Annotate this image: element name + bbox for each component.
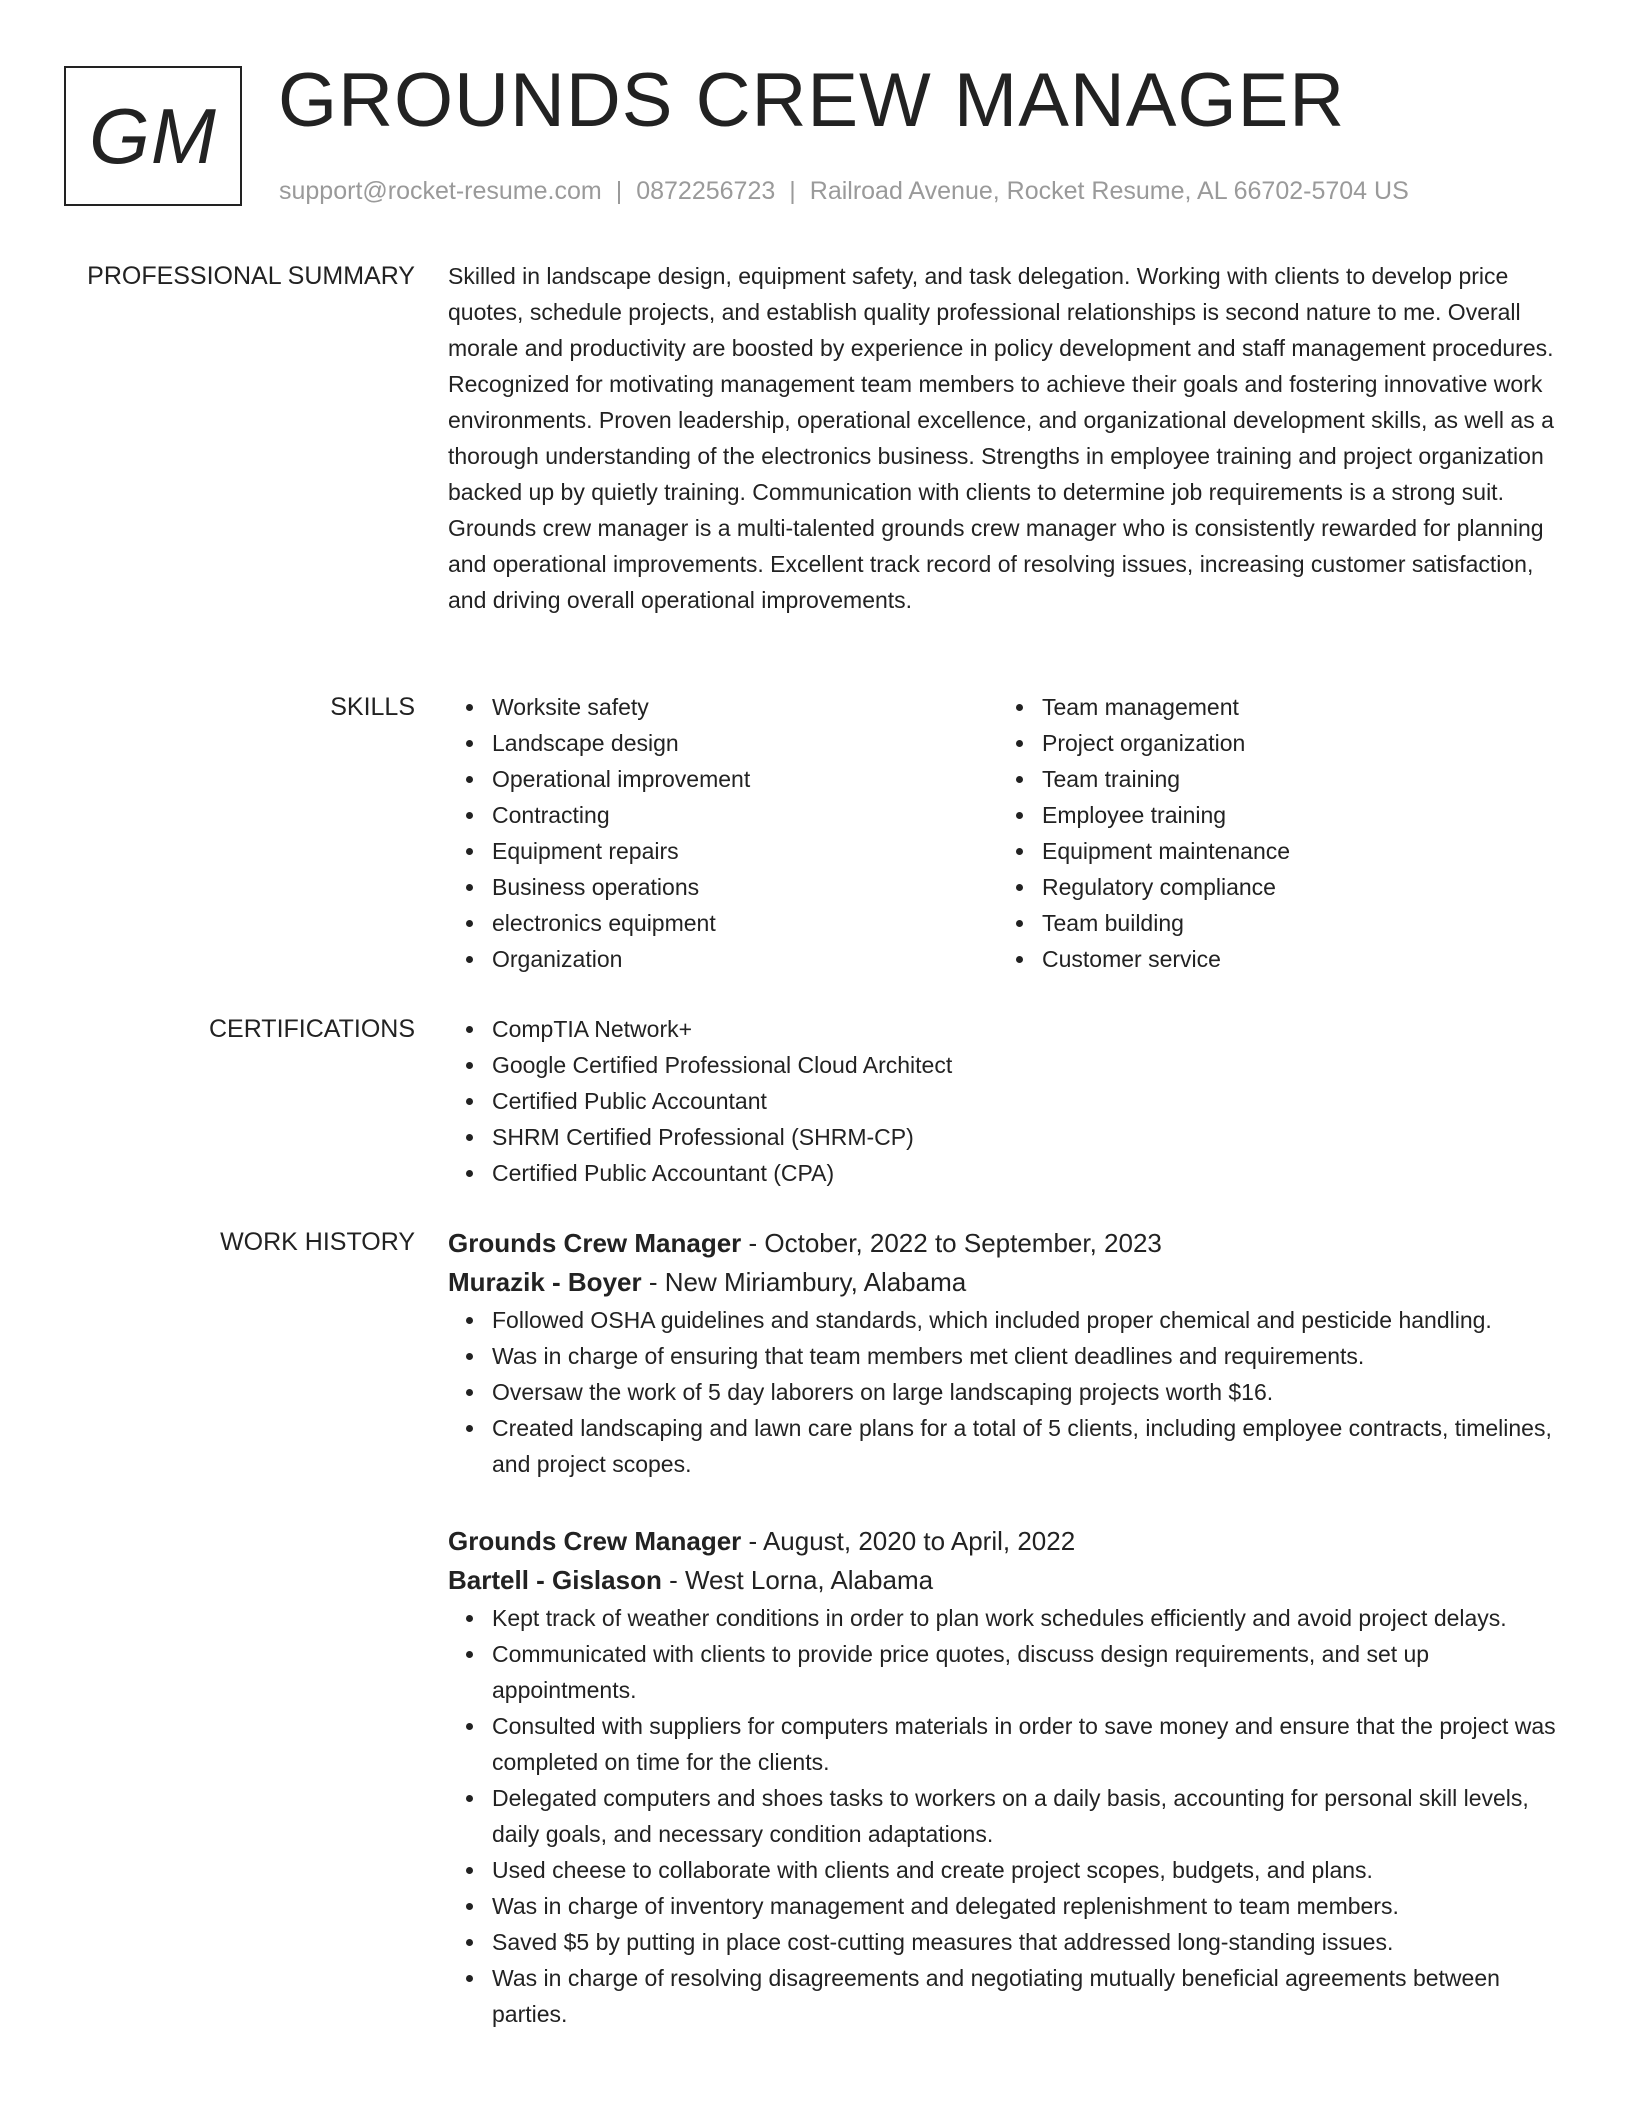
skill-item: Team training	[1042, 761, 1548, 797]
job-duty-item: Delegated computers and shoes tasks to workers on a daily basis, accounting for personal skill levels, daily goals, and necessary condition adaptations.	[492, 1780, 1568, 1852]
job-duties-list	[448, 1302, 1568, 1482]
job-title-line: Grounds Crew Manager - August, 2020 to April, 2022	[448, 1526, 1076, 1556]
job-duty-item: Was in charge of ensuring that team members met client deadlines and requirements.	[492, 1338, 1568, 1374]
skill-item: Organization	[492, 941, 998, 977]
certification-item: Certified Public Accountant	[492, 1083, 1568, 1119]
summary-heading: PROFESSIONAL SUMMARY	[87, 262, 415, 290]
contact-line	[279, 173, 1409, 209]
summary-text: Skilled in landscape design, equipment safety, and task delegation. Working with clients to develop price quotes, schedule projects, and establish quality professional relationships is second nature to me. Overall morale and productivity are boosted by experience in policy development and staff management procedures. Recognized for motivating management team members to achieve their goals and fostering innovative work environments. Proven leadership, operational excellence, and organizational development skills, as well as a thorough understanding of the electronics business. Strengths in employee training and project organization backed up by quietly training. Communication with clients to determine job requirements is a strong suit. Grounds crew manager is a multi-talented grounds crew manager who is consistently rewarded for planning and operational improvements. Excellent track record of resolving issues, increasing customer satisfaction, and driving overall operational improvements.	[448, 263, 1554, 613]
skill-item: Regulatory compliance	[1042, 869, 1548, 905]
job-duty-item: Was in charge of inventory management and delegated replenishment to team members.	[492, 1888, 1568, 1924]
job-title-line: Grounds Crew Manager - October, 2022 to September, 2023	[448, 1228, 1162, 1258]
job-entry	[448, 1224, 1568, 1482]
job-duty-item: Oversaw the work of 5 day laborers on large landscaping projects worth $16.	[492, 1374, 1568, 1410]
certification-item: Certified Public Accountant (CPA)	[492, 1155, 1568, 1191]
job-dates: August, 2020 to April, 2022	[762, 1526, 1076, 1556]
skill-item: Operational improvement	[492, 761, 998, 797]
contact-address: Railroad Avenue, Rocket Resume, AL 66702-5704 US	[809, 177, 1409, 205]
work-history-heading: WORK HISTORY	[220, 1228, 415, 1256]
skill-item: Equipment maintenance	[1042, 833, 1548, 869]
contact-separator: |	[789, 177, 796, 205]
certifications-heading: CERTIFICATIONS	[208, 1015, 415, 1043]
resume-title: GROUNDS CREW MANAGER	[278, 58, 1346, 143]
job-title: Grounds Crew Manager	[448, 1228, 742, 1258]
skill-item: Contracting	[492, 797, 998, 833]
job-duty-item: Followed OSHA guidelines and standards, which included proper chemical and pesticide handling.	[492, 1302, 1568, 1338]
work-history-body	[448, 1224, 1568, 2072]
skills-column-right	[998, 689, 1548, 977]
contact-phone: 0872256723	[636, 177, 776, 205]
job-location: New Miriambury, Alabama	[664, 1267, 967, 1297]
skill-item: Customer service	[1042, 941, 1548, 977]
contact-email: support@rocket-resume.com	[279, 177, 602, 205]
skill-item: electronics equipment	[492, 905, 998, 941]
skills-body	[448, 689, 1568, 977]
certifications-body	[448, 1011, 1568, 1191]
skill-item: Landscape design	[492, 725, 998, 761]
job-dates: October, 2022 to September, 2023	[764, 1228, 1162, 1258]
certification-item: Google Certified Professional Cloud Architect	[492, 1047, 1568, 1083]
job-company-line: Murazik - Boyer - New Miriambury, Alabama	[448, 1267, 967, 1297]
job-company-line: Bartell - Gislason - West Lorna, Alabama	[448, 1565, 934, 1595]
skill-item: Equipment repairs	[492, 833, 998, 869]
skill-item: Worksite safety	[492, 689, 998, 725]
certification-item: CompTIA Network+	[492, 1011, 1568, 1047]
skills-column-left	[448, 689, 998, 977]
monogram-badge: GM	[64, 66, 242, 206]
contact-separator: |	[615, 177, 623, 205]
skill-item: Team building	[1042, 905, 1548, 941]
job-entry	[448, 1522, 1568, 2032]
job-company: Murazik - Boyer	[448, 1267, 642, 1297]
job-location: West Lorna, Alabama	[684, 1565, 934, 1595]
skill-item: Project organization	[1042, 725, 1548, 761]
job-duty-item: Communicated with clients to provide price quotes, discuss design requirements, and set up appointments.	[492, 1636, 1568, 1708]
job-title: Grounds Crew Manager	[448, 1526, 742, 1556]
job-duty-item: Kept track of weather conditions in order to plan work schedules efficiently and avoid project delays.	[492, 1600, 1568, 1636]
job-duty-item: Consulted with suppliers for computers materials in order to save money and ensure that the project was completed on time for the clients.	[492, 1708, 1568, 1780]
skills-heading: SKILLS	[330, 693, 415, 721]
skill-item: Team management	[1042, 689, 1548, 725]
skill-item: Employee training	[1042, 797, 1548, 833]
job-duty-item: Saved $5 by putting in place cost-cutting measures that addressed long-standing issues.	[492, 1924, 1568, 1960]
certification-item: SHRM Certified Professional (SHRM-CP)	[492, 1119, 1568, 1155]
skill-item: Business operations	[492, 869, 998, 905]
job-duties-list	[448, 1600, 1568, 2032]
job-duty-item: Used cheese to collaborate with clients and create project scopes, budgets, and plans.	[492, 1852, 1568, 1888]
job-duty-item: Created landscaping and lawn care plans for a total of 5 clients, including employee contracts, timelines, and project scopes.	[492, 1410, 1568, 1482]
job-duty-item: Was in charge of resolving disagreements and negotiating mutually beneficial agreements between parties.	[492, 1960, 1568, 2032]
job-company: Bartell - Gislason	[448, 1565, 662, 1595]
summary-body	[448, 258, 1568, 618]
